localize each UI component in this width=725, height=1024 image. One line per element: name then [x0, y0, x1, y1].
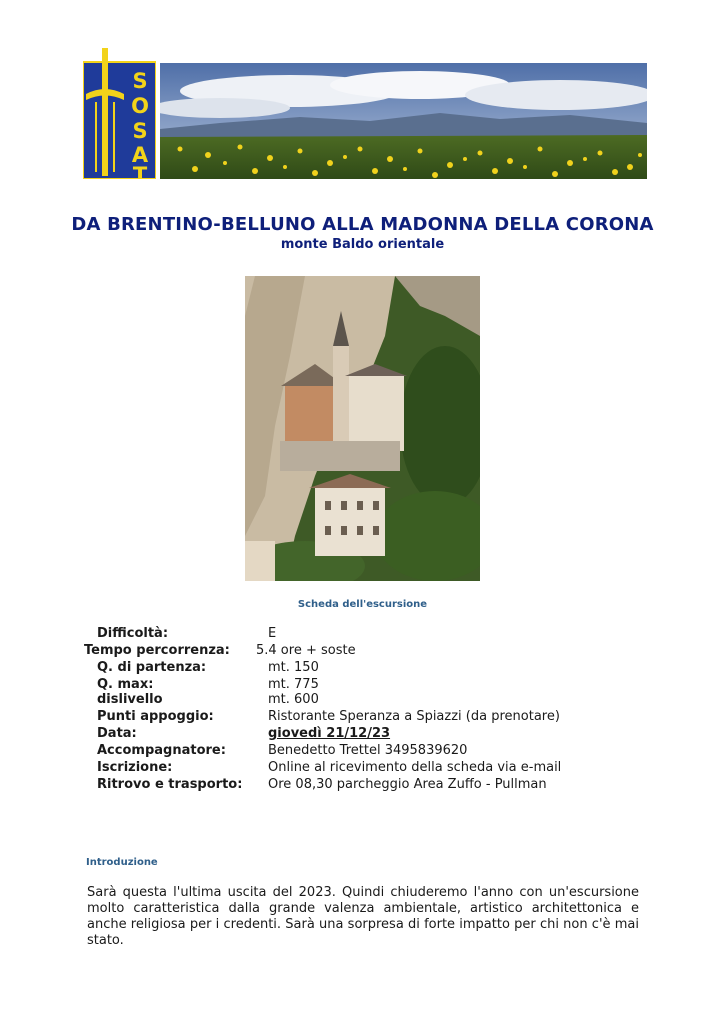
detail-label: Iscrizione: [97, 760, 173, 775]
detail-row-partenza [0, 660, 725, 677]
svg-text:T: T [132, 163, 148, 179]
svg-text:S: S [132, 119, 148, 143]
detail-value: Ristorante Speranza a Spiazzi (da prenotare) [268, 709, 560, 724]
landscape-banner-photo [160, 63, 647, 179]
detail-value: Ore 08,30 parcheggio Area Zuffo - Pullman [268, 777, 547, 792]
page-title: DA BRENTINO-BELLUNO ALLA MADONNA DELLA CORONA [71, 214, 654, 235]
page-subtitle: monte Baldo orientale [280, 237, 445, 252]
detail-label: Ritrovo e trasporto: [97, 777, 243, 792]
detail-row-difficolta [0, 626, 725, 643]
detail-row-tempo [0, 643, 725, 660]
detail-row-iscrizione [0, 760, 725, 777]
detail-label: Q. di partenza: [97, 660, 207, 675]
svg-text:A: A [131, 143, 149, 167]
detail-label: Tempo percorrenza: [84, 643, 230, 658]
detail-label: dislivello [97, 692, 163, 707]
scheda-label: Scheda dell'escursione [297, 599, 428, 610]
detail-value: giovedì 21/12/23 [268, 726, 391, 741]
intro-heading: Introduzione [86, 857, 158, 868]
intro-paragraph: Sarà questa l'ultima uscita del 2023. Quindi chiuderemo l'anno con un'escursione molto caratteristica dalla grande valenza ambientale, artistico architettonica e anche religiosa per i credenti. Sarà una sorpresa di forte impatto per chi non c'è mai stato. [87, 885, 639, 948]
detail-row-ritrovo [0, 777, 725, 794]
svg-text:S: S [132, 69, 148, 93]
detail-value: mt. 600 [268, 692, 319, 707]
detail-label: Data: [97, 726, 137, 741]
detail-label: Q. max: [97, 677, 154, 692]
detail-row-data [0, 726, 725, 743]
detail-row-dislivello [0, 692, 725, 709]
detail-value: Benedetto Trettel 3495839620 [268, 743, 468, 758]
sanctuary-photo [245, 276, 480, 581]
detail-value: mt. 150 [268, 660, 319, 675]
svg-text:O: O [131, 94, 149, 118]
detail-value: Online al ricevimento della scheda via e-mail [268, 760, 562, 775]
detail-label: Punti appoggio: [97, 709, 214, 724]
detail-value: 5.4 ore + soste [256, 643, 356, 658]
detail-row-appoggio [0, 709, 725, 726]
header-banner [83, 44, 647, 182]
detail-value: mt. 775 [268, 677, 319, 692]
sosat-logo [83, 44, 156, 179]
detail-label: Difficoltà: [97, 626, 169, 641]
detail-label: Accompagnatore: [97, 743, 226, 758]
detail-value: E [268, 626, 277, 641]
detail-row-accompagnatore [0, 743, 725, 760]
